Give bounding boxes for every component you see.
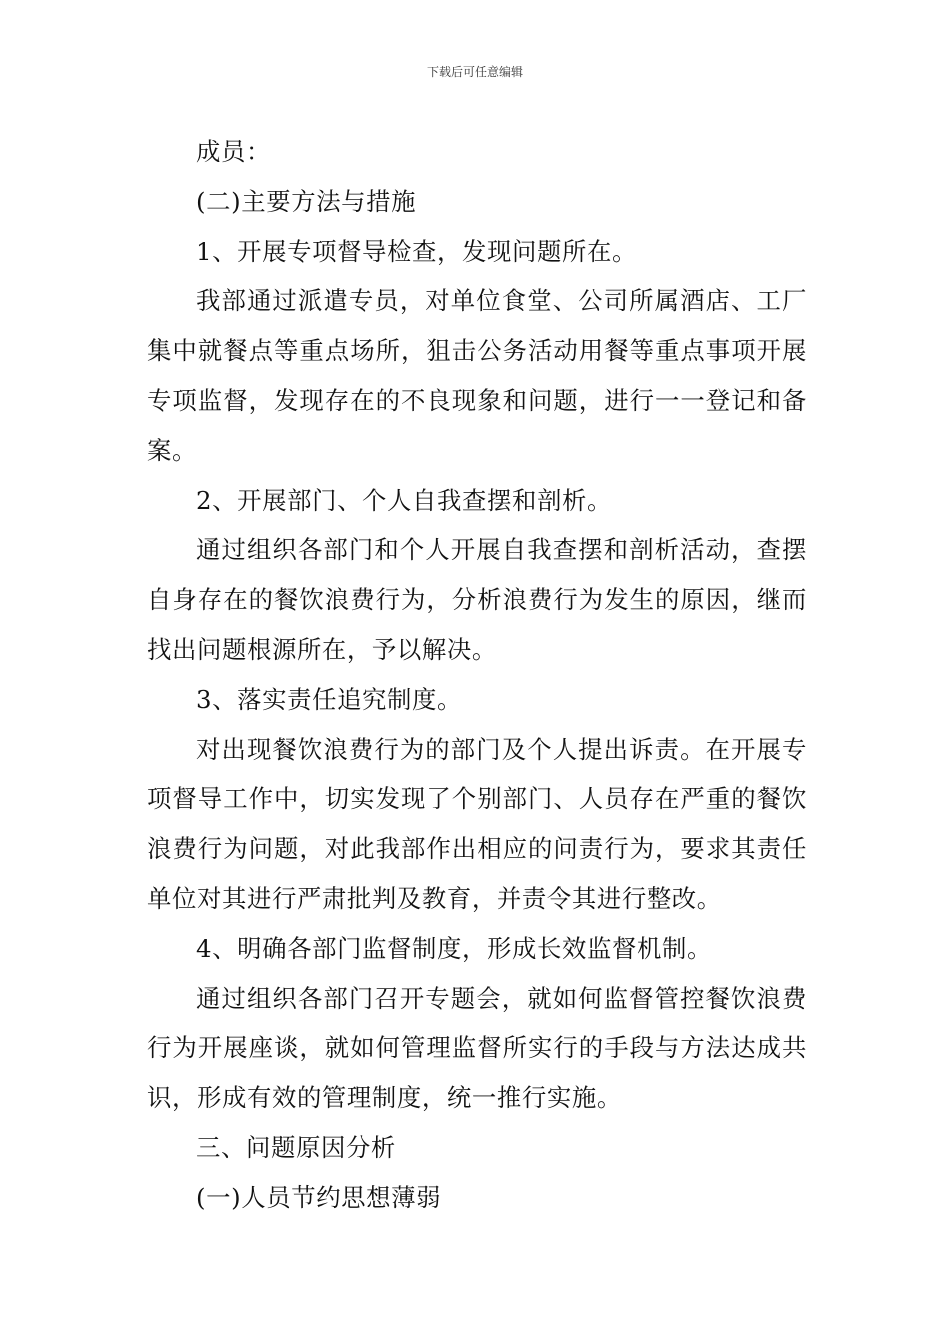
subsection-heading: (一)人员节约思想薄弱 — [196, 1182, 442, 1212]
paragraph-3: 对出现餐饮浪费行为的部门及个人提出诉责。在开展专项督导工作中，切实发现了个别部门、人员存在严重的餐饮浪费行为问题，对此我部作出相应的问责行为，要求其责任单位对其进行严肃批判及教育，并责令其进行整改。 — [147, 734, 807, 913]
item-heading-1: 1、开展专项督导检查，发现问题所在。 — [196, 236, 637, 266]
paragraph-1: 我部通过派遣专员，对单位食堂、公司所属酒店、工厂集中就餐点等重点场所，狙击公务活动用餐等重点事项开展专项监督，发现存在的不良现象和问题，进行一一登记和备案。 — [147, 286, 807, 465]
page-header: 下载后可任意编辑 — [426, 65, 523, 79]
paragraph-2: 通过组织各部门和个人开展自我查摆和剖析活动，查摆自身存在的餐饮浪费行为，分析浪费行为发生的原因，继而找出问题根源所在，予以解决。 — [147, 535, 807, 664]
paragraph-4: 通过组织各部门召开专题会，就如何监督管控餐饮浪费行为开展座谈，就如何管理监督所实行的手段与方法达成共识，形成有效的管理制度，统一推行实施。 — [147, 983, 807, 1113]
paragraph-members: 成员： — [196, 137, 271, 166]
item-heading-2: 2、开展部门、个人自我查摆和剖析。 — [196, 485, 612, 515]
document-body — [147, 127, 807, 1223]
item-heading-4: 4、明确各部门监督制度，形成长效监督机制。 — [196, 933, 712, 963]
section-heading-methods: (二)主要方法与措施 — [196, 186, 417, 216]
section-heading-analysis: 三、问题原因分析 — [196, 1132, 396, 1162]
item-heading-3: 3、落实责任追究制度。 — [196, 684, 463, 714]
